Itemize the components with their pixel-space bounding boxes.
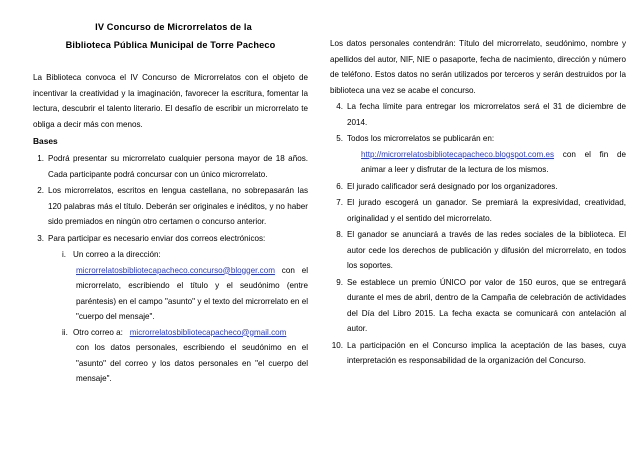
email-link-gmail-trailing-text: con los datos personales, escribiendo el seudónimo en el "asunto" del correo y los datos personales en "el cuerpo del mensaje". [76, 343, 308, 383]
sub-list-item-number: ii. [62, 327, 68, 337]
sub-list-item-lead: Otro correo a: [73, 327, 123, 337]
list-item [33, 183, 308, 230]
list-item [33, 151, 308, 182]
email-link-blogger[interactable]: microrrelatosbibliotecapacheco.concurso@blogger.com [76, 265, 275, 275]
sub-list-item-number: i. [62, 250, 67, 259]
list-item-number: 2. [37, 186, 44, 195]
list-item-content [347, 131, 626, 178]
list-item-content [48, 231, 308, 387]
sub-list-item-body [62, 340, 308, 387]
sub-list-item [62, 325, 308, 341]
list-item-text: La fecha límite para entregar los microrrelatos será el 31 de diciembre de 2014. [347, 102, 626, 127]
title-line-1: IV Concurso de Microrrelatos de la [95, 22, 252, 32]
list-item-text: Para participar es necesario enviar dos correos electrónicos: [48, 233, 266, 243]
list-item-text: Se establece un premio ÚNICO por valor de 150 euros, que se entregará durante el mes de abril, dentro de la Campaña de celebración de actividades del Día del Libro 2015. La fecha exacta se comunicará con antelación al autor. [347, 277, 626, 333]
list-item-number: 3. [37, 233, 44, 243]
sub-list-item [62, 247, 308, 263]
list-item-text: El ganador se anunciará a través de las redes sociales de la biblioteca. El autor cede los derechos de publicación y difusión del microrrelato, en todos los soportes. [347, 230, 626, 270]
blog-url-line [347, 147, 626, 178]
list-item [330, 338, 626, 369]
list-item-number: 1. [37, 154, 44, 163]
list-item-number: 6. [336, 181, 343, 191]
list-item-number: 9. [336, 277, 343, 287]
list-item [330, 179, 626, 195]
list-item-text: Podrá presentar su microrrelato cualquier persona mayor de 18 años. Cada participante podrá concursar con un único microrrelato. [48, 154, 308, 179]
list-item-number: 5. [336, 134, 343, 143]
list-item [33, 231, 308, 387]
right-numbered-list [330, 99, 626, 369]
blog-url-trailing-text: con el fin de animar a leer y disfrutar de la lectura de los mismos. [361, 149, 626, 174]
list-item-text: El jurado calificador será designado por los organizadores. [347, 181, 558, 191]
list-item-number: 8. [336, 230, 343, 239]
sub-list-item-content [73, 325, 308, 341]
sub-list-item-body [62, 263, 308, 325]
bases-heading: Bases [33, 136, 58, 146]
list-item-text: Todos los microrrelatos se publicarán en: [347, 134, 495, 143]
blog-url-link[interactable]: http://microrrelatosbibliotecapacheco.blogspot.com.es [361, 149, 555, 159]
list-item [330, 275, 626, 337]
list-item [330, 227, 626, 274]
left-numbered-list [33, 151, 308, 387]
document-title [33, 18, 308, 54]
email-link-gmail[interactable]: microrrelatosbibliotecapacheco@gmail.com [129, 327, 287, 337]
list-item-number: 4. [336, 102, 343, 111]
intro-paragraph: La Biblioteca convoca el IV Concurso de Microrrelatos con el objeto de incentivar la creatividad y la imaginación, favorecer la escritura, fomentar la lectura, descubrir el talento literario. El desafío de escribir un microrrelato te obliga a decir más con menos. [33, 73, 308, 129]
sub-list-item-lead: Un correo a la dirección: [73, 250, 161, 259]
list-item-number: 7. [336, 198, 343, 207]
right-column [322, 0, 640, 452]
continuation-paragraph: Los datos personales contendrán: Título del microrrelato, seudónimo, nombre y apellidos del autor, NIF, NIE o pasaporte, fecha de nacimiento, dirección y número de teléfono. Estos datos no serán utilizados por terceros y serán destruidos por la biblioteca una vez se acabe el concurso. [330, 39, 626, 95]
list-item [330, 99, 626, 130]
list-item [330, 195, 626, 226]
list-item [330, 131, 626, 178]
list-item-number: 10. [331, 340, 343, 350]
email-link-blogger-trailing-text: con el microrrelato, escribiendo el título y el seudónimo (entre paréntesis) en el campo "asunto" y el texto del microrrelato en el "cuerpo del mensaje". [76, 265, 308, 321]
email-sublist [48, 247, 308, 387]
list-item-text: La participación en el Concurso implica la aceptación de las bases, cuya interpretación es responsabilidad de la organización del Concurso. [347, 340, 626, 365]
list-item-text: El jurado escogerá un ganador. Se premiará la expresividad, creatividad, originalidad y el sentido del microrrelato. [347, 198, 626, 223]
list-item-text: Los microrrelatos, escritos en lengua castellana, no sobrepasarán las 120 palabras más el título. Deberán ser originales e inéditos, y no haber sido premiados en ningún otro certamen o concurso anterior. [48, 186, 308, 226]
title-line-2: Biblioteca Pública Municipal de Torre Pacheco [65, 40, 276, 50]
